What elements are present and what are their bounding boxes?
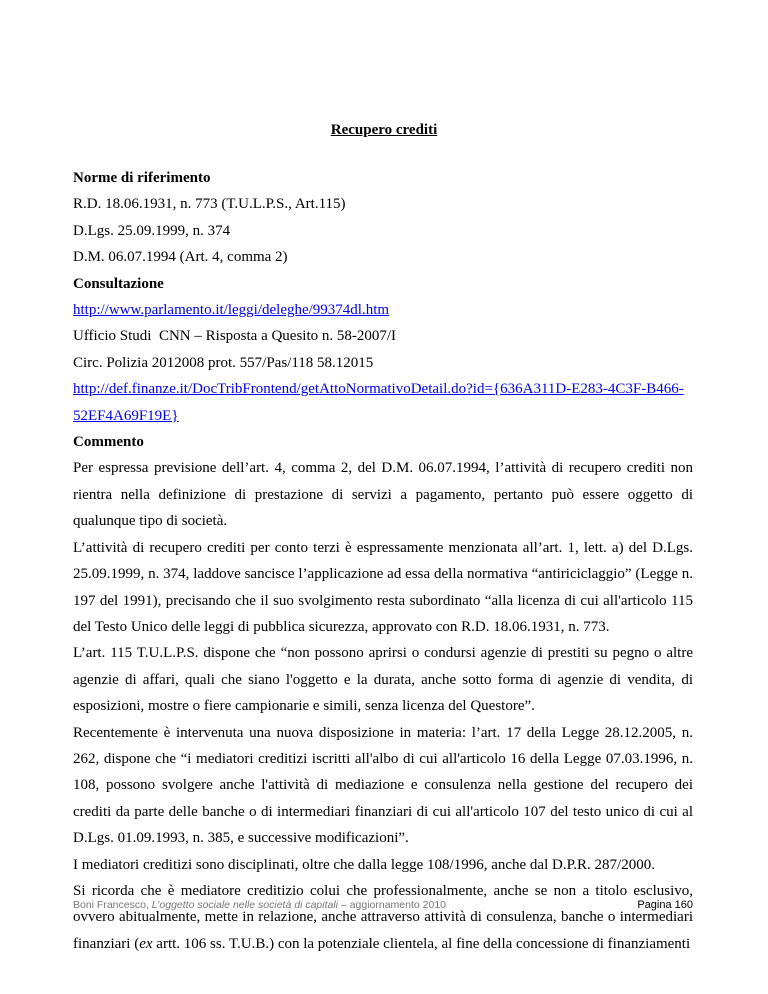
circolare-ref: Circ. Polizia 2012008 prot. 557/Pas/118 58.12015 <box>73 354 374 371</box>
page-title: Recupero crediti <box>330 122 438 138</box>
paragraph-italic: ex <box>139 935 153 952</box>
paragraph: L’attività di recupero crediti per conto terzi è espressamente menzionata all’art. 1, lett. a) del D.Lgs. 25.09.1999, n. 374, laddove sancisce l’applicazione ad essa della normativa “antiriciclaggio” (Legge n. 197 del 1991), precisando che il suo svolgimento resta subordinato “alla licenza di cui all'articolo 115 del Testo Unico delle leggi di pubblica sicurezza, approvato con R.D. 18.06.1931, n. 773. <box>73 539 693 635</box>
page-number: Pagina 160 <box>637 899 693 911</box>
document-body <box>73 165 693 957</box>
parlamento-link[interactable]: http://www.parlamento.it/leggi/deleghe/99374dl.htm <box>73 302 390 319</box>
norma-item: D.M. 06.07.1994 (Art. 4, comma 2) <box>73 249 288 266</box>
footer-edition: – aggiornamento 2010 <box>338 899 447 911</box>
ufficio-studi-ref: Ufficio Studi CNN – Risposta a Quesito n. 58-2007/I <box>73 328 397 345</box>
paragraph: Recentemente è intervenuta una nuova disposizione in materia: l’art. 17 della Legge 28.12.2005, n. 262, dispone che “i mediatori creditizi iscritti all'albo di cui all'articolo 16 della Legge 07.03.1996, n. 108, possono svolgere anche l'attività di mediazione e consulenza nella gestione del recupero dei crediti da parte delle banche o di intermediari finanziari di cui all'articolo 107 del testo unico di cui al D.Lgs. 01.09.1993, n. 385, e successive modificazioni”. <box>73 724 693 847</box>
paragraph-text: artt. 106 ss. T.U.B.) con la potenziale clientela, al fine della concessione di finanziamenti <box>152 935 691 952</box>
footer-citation <box>73 898 446 912</box>
finanze-link-line2[interactable]: 52EF4A69F19E} <box>73 407 179 424</box>
finanze-link[interactable] <box>73 381 684 423</box>
paragraph <box>73 878 693 957</box>
paragraph: Per espressa previsione dell’art. 4, comma 2, del D.M. 06.07.1994, l’attività di recupero crediti non rientra nella definizione di prestazione di servizi a pagamento, pertanto può essere oggetto di qualunque tipo di società. <box>73 460 693 530</box>
finanze-link-line1[interactable]: http://def.finanze.it/DocTribFrontend/getAttoNormativoDetail.do?id={636A311D-E283-4C3F-B466- <box>73 381 684 398</box>
section-heading-consultazione: Consultazione <box>73 275 164 292</box>
norma-item: R.D. 18.06.1931, n. 773 (T.U.L.P.S., Art.115) <box>73 196 346 213</box>
section-heading-commento: Commento <box>73 434 144 451</box>
footer-author: Boni Francesco, <box>73 899 152 911</box>
paragraph: I mediatori creditizi sono disciplinati, oltre che dalla legge 108/1996, anche dal D.P.R. 287/2000. <box>73 856 655 873</box>
paragraph-text: Si ricorda che è mediatore creditizio colui che professionalmente, anche se non a titolo esclusivo, ovvero abitualmente, mette in relazione, anche attraverso attività di consulenza, banche o intermediari finanziari ( <box>73 882 693 952</box>
paragraph: L’art. 115 T.U.L.P.S. dispone che “non possono aprirsi o condursi agenzie di prestiti su pegno o altre agenzie di affari, quali che siano l'oggetto e la durata, anche sotto forma di agenzie di vendita, di esposizioni, mostre o fiere campionarie e simili, senza licenza del Questore”. <box>73 645 693 715</box>
footer-book-title: L’oggetto sociale nelle società di capitali <box>151 899 339 911</box>
section-heading-norme: Norme di riferimento <box>73 170 211 186</box>
norma-item: D.Lgs. 25.09.1999, n. 374 <box>73 222 231 239</box>
